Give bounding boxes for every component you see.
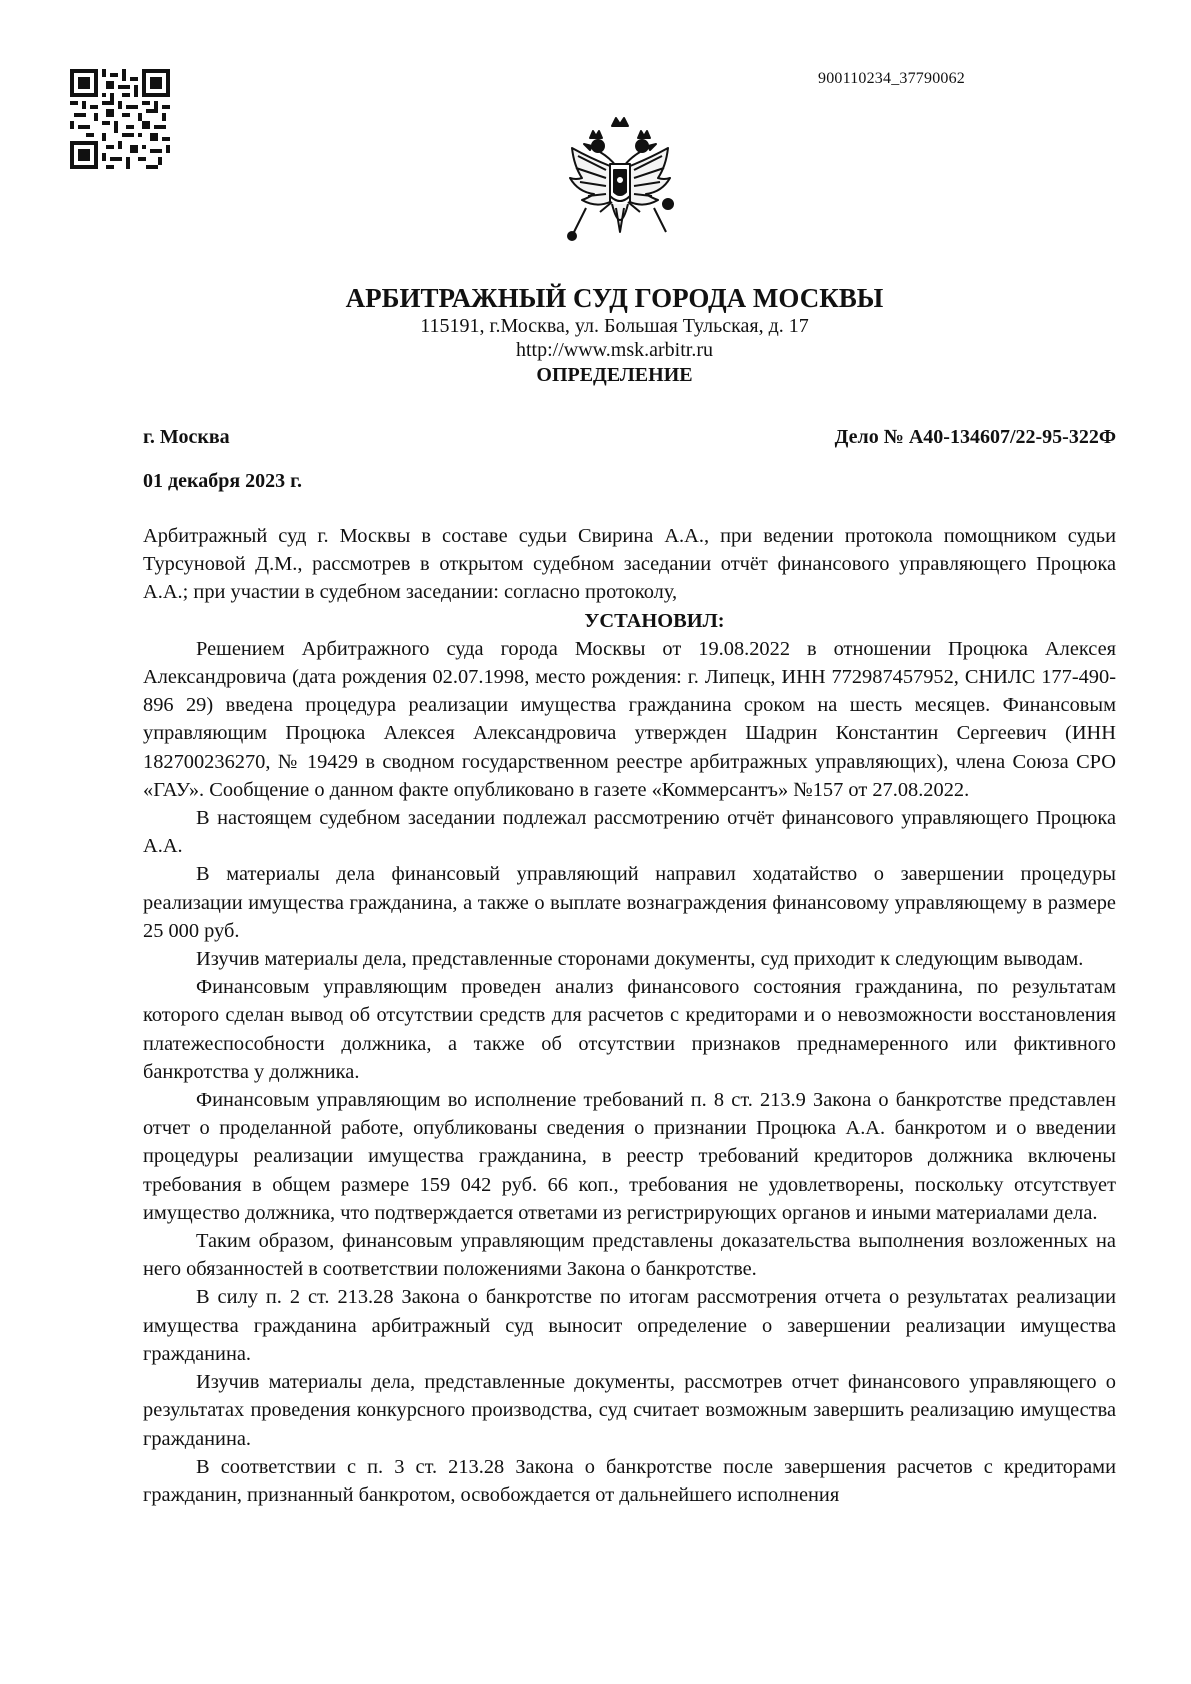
body-paragraph: Таким образом, финансовым управляющим представлены доказательства выполнения возложенных на него обязанностей в соответствии положениями Закона о банкротстве.: [143, 1230, 1116, 1281]
court-header: [0, 282, 1191, 389]
case-number: Дело № А40-134607/22-95-322Ф: [834, 426, 1116, 448]
court-address: 115191, г.Москва, ул. Большая Тульская, д. 17: [420, 315, 809, 337]
document-body: [143, 522, 1116, 1509]
body-paragraph: Финансовым управляющим проведен анализ финансового состояния гражданина, по результатам которого сделан вывод об отсутствии средств для расчетов с кредиторами и о невозможности восстановления платежеспособности должника, а также об отсутствии признаков преднамеренного или фиктивного банкротства у должника.: [143, 976, 1116, 1083]
qr-code-icon: [70, 69, 170, 169]
court-name: АРБИТРАЖНЫЙ СУД ГОРОДА МОСКВЫ: [345, 283, 884, 313]
body-paragraph: Финансовым управляющим во исполнение требований п. 8 ст. 213.9 Закона о банкротстве представлен отчет о проделанной работе, опубликованы сведения о признании Процюка А.А. банкротом и о введении процедуры реализации имущества гражданина, в реестр требований кредиторов должника включены требования в общем размере 159 042 руб. 66 коп., требования не удовлетворены, поскольку отсутствует имущество должника, что подтверждается ответами из регистрирующих органов и иными материалами дела.: [143, 1089, 1116, 1224]
document-id: 900110234_37790062: [818, 70, 966, 87]
court-website: http://www.msk.arbitr.ru: [515, 339, 714, 361]
section-heading: УСТАНОВИЛ:: [584, 609, 725, 632]
city: г. Москва: [143, 426, 230, 448]
body-paragraph: В силу п. 2 ст. 213.28 Закона о банкротстве по итогам рассмотрения отчета о результатах реализации имущества гражданина арбитражный суд выносит определение о завершении реализации имущества гражданина.: [143, 1286, 1116, 1365]
intro-paragraph: Арбитражный суд г. Москвы в составе судьи Свирина А.А., при ведении протокола помощником судьи Турсуновой Д.М., рассмотрев в открытом судебном заседании отчёт финансового управляющего Процюка А.А.; при участии в судебном заседании: согласно протоколу,: [143, 525, 1116, 604]
document-type: ОПРЕДЕЛЕНИЕ: [536, 364, 693, 386]
body-paragraph: Изучив материалы дела, представленные сторонами документы, суд приходит к следующим выводам.: [196, 948, 1084, 971]
body-paragraph: Решением Арбитражного суда города Москвы от 19.08.2022 в отношении Процюка Алексея Александровича (дата рождения 02.07.1998, место рождения: г. Липецк, ИНН 772987457952, СНИЛС 177-490-896 29) введена процедура реализации имущества гражданина сроком на шесть месяцев. Финансовым управляющим Процюка Алексея Александровича утвержден Шадрин Константин Сергеевич (ИНН 182700236270, № 19429 в сводном государственном реестре арбитражных управляющих), члена Союза СРО «ГАУ». Сообщение о данном факте опубликовано в газете «Коммерсантъ» №157 от 27.08.2022.: [143, 637, 1116, 801]
body-paragraph: В соответствии с п. 3 ст. 213.28 Закона о банкротстве после завершения расчетов с кредиторами гражданин, признанный банкротом, освобождается от дальнейшего исполнения: [143, 1455, 1116, 1506]
coat-of-arms-icon: [560, 108, 680, 248]
body-paragraph: В материалы дела финансовый управляющий направил ходатайство о завершении процедуры реализации имущества гражданина, а также о выплате вознаграждения финансовому управляющему в размере 25 000 руб.: [143, 863, 1116, 942]
place-case-row: [143, 426, 1116, 449]
body-paragraph: В настоящем судебном заседании подлежал рассмотрению отчёт финансового управляющего Процюка А.А.: [143, 807, 1116, 858]
body-paragraph: Изучив материалы дела, представленные документы, рассмотрев отчет финансового управляющего о результатах проведения конкурсного производства, суд считает возможным завершить реализацию имущества гражданина.: [143, 1371, 1116, 1450]
document-date: 01 декабря 2023 г.: [143, 470, 302, 492]
